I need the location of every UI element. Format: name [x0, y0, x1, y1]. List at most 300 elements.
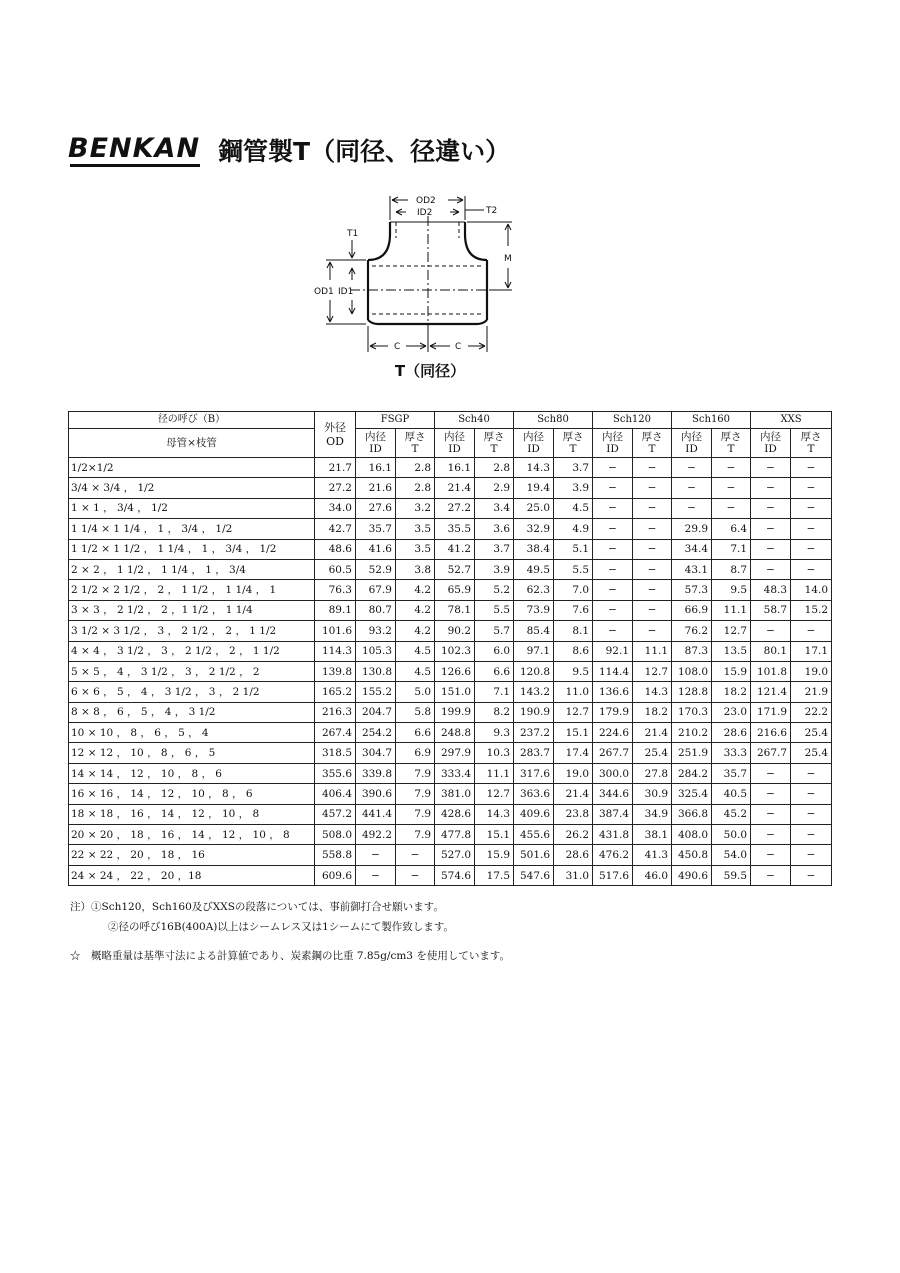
thickness-cell: −: [396, 845, 435, 865]
thickness-cell: 13.5: [712, 641, 751, 661]
thickness-cell: 4.2: [396, 621, 435, 641]
thickness-cell: 19.0: [791, 661, 832, 681]
id-cell: 390.6: [356, 784, 396, 804]
thickness-cell: 17.5: [475, 865, 514, 885]
id-cell: 441.4: [356, 804, 396, 824]
id-cell: 114.4: [593, 661, 633, 681]
thickness-cell: 25.4: [633, 743, 672, 763]
id-cell: −: [751, 763, 791, 783]
id-cell: 151.0: [435, 682, 475, 702]
c-right-label: C: [455, 342, 462, 352]
header-od-text: 外径 OD: [324, 420, 346, 448]
id1-label: ID1: [338, 287, 354, 297]
thickness-cell: 10.3: [475, 743, 514, 763]
id-cell: −: [593, 458, 633, 478]
table-row: [69, 519, 832, 539]
thickness-cell: 11.1: [633, 641, 672, 661]
id-cell: 35.5: [435, 519, 475, 539]
nominal-size-cell: 1 1/2 × 1 1/2 ， 1 1/4 ， 1 ， 3/4 ， 1/2: [69, 539, 315, 559]
thickness-cell: 18.2: [712, 682, 751, 702]
thickness-cell: 3.9: [554, 478, 593, 498]
id-cell: 409.6: [514, 804, 554, 824]
id-cell: 76.2: [672, 621, 712, 641]
id-cell: 16.1: [356, 458, 396, 478]
nominal-size-cell: 8 × 8 ， 6 ， 5 ， 4 ， 3 1/2: [69, 702, 315, 722]
thickness-cell: 15.9: [712, 661, 751, 681]
thickness-cell: 23.0: [712, 702, 751, 722]
id-cell: 477.8: [435, 825, 475, 845]
id-cell: 325.4: [672, 784, 712, 804]
thickness-cell: −: [633, 621, 672, 641]
id-cell: −: [751, 498, 791, 518]
thickness-cell: −: [791, 825, 832, 845]
id-cell: 254.2: [356, 723, 396, 743]
id-cell: 155.2: [356, 682, 396, 702]
thickness-cell: 3.8: [396, 559, 435, 579]
nominal-size-cell: 10 × 10 ， 8 ， 6 ， 5 ， 4: [69, 723, 315, 743]
thickness-cell: 2.8: [396, 478, 435, 498]
col-id: 内径 ID: [672, 429, 712, 458]
id-cell: 547.6: [514, 865, 554, 885]
id-cell: 19.4: [514, 478, 554, 498]
thickness-cell: 19.0: [554, 763, 593, 783]
id-cell: −: [593, 478, 633, 498]
spec-table-body: [69, 458, 832, 886]
thickness-cell: 5.5: [554, 559, 593, 579]
id-cell: 476.2: [593, 845, 633, 865]
thickness-cell: 6.6: [475, 661, 514, 681]
thickness-cell: −: [633, 580, 672, 600]
table-row: [69, 621, 832, 641]
id-cell: −: [751, 621, 791, 641]
thickness-cell: 7.9: [396, 804, 435, 824]
id-cell: 171.9: [751, 702, 791, 722]
id-cell: 49.5: [514, 559, 554, 579]
thickness-cell: 5.7: [475, 621, 514, 641]
thickness-cell: 35.7: [712, 763, 751, 783]
thickness-cell: 40.5: [712, 784, 751, 804]
id-cell: 43.1: [672, 559, 712, 579]
od-cell: 318.5: [315, 743, 356, 763]
thickness-cell: 25.4: [791, 723, 832, 743]
id-cell: 78.1: [435, 600, 475, 620]
title-row: [68, 128, 510, 172]
group-header-0: FSGP: [356, 412, 435, 429]
thickness-cell: 11.1: [712, 600, 751, 620]
thickness-cell: 28.6: [554, 845, 593, 865]
od-cell: 48.6: [315, 539, 356, 559]
thickness-cell: 7.0: [554, 580, 593, 600]
table-row: [69, 763, 832, 783]
nominal-size-cell: 5 × 5 ， 4 ， 3 1/2 ， 3 ， 2 1/2 ， 2: [69, 661, 315, 681]
id-cell: 387.4: [593, 804, 633, 824]
id-cell: 190.9: [514, 702, 554, 722]
thickness-cell: −: [396, 865, 435, 885]
id-cell: 210.2: [672, 723, 712, 743]
od-cell: 89.1: [315, 600, 356, 620]
table-row: [69, 784, 832, 804]
id-cell: 34.4: [672, 539, 712, 559]
id-cell: 428.6: [435, 804, 475, 824]
thickness-cell: −: [633, 458, 672, 478]
id-cell: 38.4: [514, 539, 554, 559]
col-id: 内径 ID: [435, 429, 475, 458]
id-cell: 128.8: [672, 682, 712, 702]
id-cell: 170.3: [672, 702, 712, 722]
thickness-cell: 7.6: [554, 600, 593, 620]
id-cell: 62.3: [514, 580, 554, 600]
thickness-cell: −: [633, 478, 672, 498]
thickness-cell: 5.5: [475, 600, 514, 620]
id-cell: 455.6: [514, 825, 554, 845]
id-cell: 121.4: [751, 682, 791, 702]
id-cell: 492.2: [356, 825, 396, 845]
nominal-size-cell: 24 × 24 ， 22 ， 20 ，18: [69, 865, 315, 885]
id-cell: 284.2: [672, 763, 712, 783]
id-cell: 92.1: [593, 641, 633, 661]
id-cell: −: [593, 539, 633, 559]
table-row: [69, 458, 832, 478]
group-header-1: Sch40: [435, 412, 514, 429]
nominal-size-cell: 20 × 20 ， 18 ， 16 ， 14 ， 12 ， 10 ， 8: [69, 825, 315, 845]
id-cell: 283.7: [514, 743, 554, 763]
id-cell: 366.8: [672, 804, 712, 824]
id-cell: 216.6: [751, 723, 791, 743]
id-cell: 35.7: [356, 519, 396, 539]
thickness-cell: −: [791, 865, 832, 885]
id2-label: ID2: [417, 208, 433, 218]
thickness-cell: 23.8: [554, 804, 593, 824]
id-cell: 179.9: [593, 702, 633, 722]
od-cell: 457.2: [315, 804, 356, 824]
id-cell: 87.3: [672, 641, 712, 661]
thickness-cell: 7.1: [712, 539, 751, 559]
group-header-5: XXS: [751, 412, 832, 429]
od1-label: OD1: [314, 287, 334, 297]
thickness-cell: 4.5: [396, 661, 435, 681]
id-cell: 21.4: [435, 478, 475, 498]
thickness-cell: −: [712, 498, 751, 518]
nominal-size-cell: 16 × 16 ， 14 ， 12 ， 10 ， 8 ， 6: [69, 784, 315, 804]
thickness-cell: 30.9: [633, 784, 672, 804]
thickness-cell: 6.6: [396, 723, 435, 743]
thickness-cell: 3.5: [396, 539, 435, 559]
thickness-cell: 17.1: [791, 641, 832, 661]
table-row: [69, 723, 832, 743]
nominal-size-cell: 6 × 6 ， 5 ， 4 ， 3 1/2 ， 3 ， 2 1/2: [69, 682, 315, 702]
thickness-cell: 6.4: [712, 519, 751, 539]
od-cell: 139.8: [315, 661, 356, 681]
od2-label: OD2: [416, 196, 436, 206]
table-header-row-2: [69, 429, 832, 458]
col-id: 内径 ID: [514, 429, 554, 458]
thickness-cell: 17.4: [554, 743, 593, 763]
thickness-cell: 15.1: [475, 825, 514, 845]
thickness-cell: 11.0: [554, 682, 593, 702]
thickness-cell: 7.1: [475, 682, 514, 702]
thickness-cell: 41.3: [633, 845, 672, 865]
id-cell: 58.7: [751, 600, 791, 620]
thickness-cell: 8.6: [554, 641, 593, 661]
table-row: [69, 865, 832, 885]
id-cell: −: [751, 559, 791, 579]
col-id: 内径 ID: [356, 429, 396, 458]
nominal-size-cell: 18 × 18 ， 16 ， 14 ， 12 ， 10 ， 8: [69, 804, 315, 824]
id-cell: 25.0: [514, 498, 554, 518]
thickness-cell: −: [791, 559, 832, 579]
od-cell: 60.5: [315, 559, 356, 579]
thickness-cell: 33.3: [712, 743, 751, 763]
id-cell: 80.1: [751, 641, 791, 661]
diagram-caption: T（同径）: [394, 362, 466, 380]
thickness-cell: 8.2: [475, 702, 514, 722]
table-row: [69, 845, 832, 865]
col-id: 内径 ID: [593, 429, 633, 458]
header-od: [315, 412, 356, 458]
thickness-cell: −: [633, 600, 672, 620]
id-cell: 65.9: [435, 580, 475, 600]
nominal-size-cell: 1/2×1/2: [69, 458, 315, 478]
od-cell: 558.8: [315, 845, 356, 865]
id-cell: 224.6: [593, 723, 633, 743]
col-t: 厚さ T: [791, 429, 832, 458]
col-t: 厚さ T: [396, 429, 435, 458]
thickness-cell: 9.3: [475, 723, 514, 743]
id-cell: −: [356, 845, 396, 865]
table-row: [69, 743, 832, 763]
thickness-cell: 5.0: [396, 682, 435, 702]
od-cell: 27.2: [315, 478, 356, 498]
tee-diagram: [312, 182, 534, 367]
thickness-cell: −: [791, 784, 832, 804]
thickness-cell: 18.2: [633, 702, 672, 722]
id-cell: −: [593, 559, 633, 579]
id-cell: 27.6: [356, 498, 396, 518]
id-cell: 501.6: [514, 845, 554, 865]
id-cell: 450.8: [672, 845, 712, 865]
od-cell: 406.4: [315, 784, 356, 804]
id-cell: 381.0: [435, 784, 475, 804]
thickness-cell: −: [791, 621, 832, 641]
id-cell: 363.6: [514, 784, 554, 804]
thickness-cell: 2.8: [396, 458, 435, 478]
table-row: [69, 478, 832, 498]
thickness-cell: 3.2: [396, 498, 435, 518]
thickness-cell: −: [633, 519, 672, 539]
col-t: 厚さ T: [633, 429, 672, 458]
id-cell: 251.9: [672, 743, 712, 763]
group-header-4: Sch160: [672, 412, 751, 429]
thickness-cell: 7.9: [396, 784, 435, 804]
id-cell: 48.3: [751, 580, 791, 600]
id-cell: −: [672, 498, 712, 518]
nominal-size-cell: 3 × 3 ， 2 1/2 ， 2 ，1 1/2 ， 1 1/4: [69, 600, 315, 620]
id-cell: −: [672, 478, 712, 498]
id-cell: −: [751, 845, 791, 865]
table-row: [69, 825, 832, 845]
thickness-cell: −: [633, 539, 672, 559]
nominal-size-cell: 22 × 22 ， 20 ， 18 ， 16: [69, 845, 315, 865]
thickness-cell: 50.0: [712, 825, 751, 845]
thickness-cell: 3.7: [475, 539, 514, 559]
nominal-size-cell: 3/4 × 3/4 ， 1/2: [69, 478, 315, 498]
id-cell: 80.7: [356, 600, 396, 620]
thickness-cell: 31.0: [554, 865, 593, 885]
od-cell: 42.7: [315, 519, 356, 539]
thickness-cell: 7.9: [396, 763, 435, 783]
thickness-cell: 21.9: [791, 682, 832, 702]
thickness-cell: 4.9: [554, 519, 593, 539]
t2-label: T2: [486, 206, 498, 216]
id-cell: 300.0: [593, 763, 633, 783]
id-cell: 73.9: [514, 600, 554, 620]
id-cell: 52.9: [356, 559, 396, 579]
id-cell: 66.9: [672, 600, 712, 620]
od-cell: 101.6: [315, 621, 356, 641]
id-cell: 248.8: [435, 723, 475, 743]
id-cell: −: [593, 580, 633, 600]
id-cell: −: [593, 600, 633, 620]
col-t: 厚さ T: [554, 429, 593, 458]
thickness-cell: 9.5: [554, 661, 593, 681]
thickness-cell: 59.5: [712, 865, 751, 885]
thickness-cell: 8.1: [554, 621, 593, 641]
thickness-cell: −: [791, 804, 832, 824]
thickness-cell: 12.7: [554, 702, 593, 722]
thickness-cell: 4.2: [396, 580, 435, 600]
thickness-cell: 9.5: [712, 580, 751, 600]
id-cell: 517.6: [593, 865, 633, 885]
thickness-cell: −: [791, 458, 832, 478]
thickness-cell: 21.4: [554, 784, 593, 804]
thickness-cell: 6.9: [396, 743, 435, 763]
id-cell: 130.8: [356, 661, 396, 681]
id-cell: 57.3: [672, 580, 712, 600]
col-t: 厚さ T: [475, 429, 514, 458]
thickness-cell: 5.1: [554, 539, 593, 559]
thickness-cell: 5.8: [396, 702, 435, 722]
table-row: [69, 539, 832, 559]
thickness-cell: 46.0: [633, 865, 672, 885]
id-cell: −: [751, 804, 791, 824]
thickness-cell: 15.2: [791, 600, 832, 620]
c-left-label: C: [394, 342, 401, 352]
note-2: ②径の呼び16B(400A)以上はシームレス又は1シームにて製作致します。: [108, 921, 454, 933]
id-cell: 27.2: [435, 498, 475, 518]
thickness-cell: 11.1: [475, 763, 514, 783]
id-cell: 52.7: [435, 559, 475, 579]
col-id: 内径 ID: [751, 429, 791, 458]
id-cell: 105.3: [356, 641, 396, 661]
id-cell: 108.0: [672, 661, 712, 681]
group-header-2: Sch80: [514, 412, 593, 429]
id-cell: 204.7: [356, 702, 396, 722]
id-cell: 41.6: [356, 539, 396, 559]
table-row: [69, 498, 832, 518]
thickness-cell: −: [791, 539, 832, 559]
table-row: [69, 641, 832, 661]
table-row: [69, 559, 832, 579]
id-cell: 21.6: [356, 478, 396, 498]
thickness-cell: 21.4: [633, 723, 672, 743]
thickness-cell: 3.5: [396, 519, 435, 539]
nominal-size-cell: 1 × 1 ， 3/4 ， 1/2: [69, 498, 315, 518]
star-note: ☆ 概略重量は基準寸法による計算値であり、炭素鋼の比重 7.85g/cm3 を使用しています。: [70, 950, 510, 962]
id-cell: −: [751, 458, 791, 478]
nominal-size-cell: 12 × 12 ， 10 ， 8 ， 6 ， 5: [69, 743, 315, 763]
thickness-cell: 5.2: [475, 580, 514, 600]
id-cell: −: [751, 519, 791, 539]
thickness-cell: −: [791, 763, 832, 783]
thickness-cell: 3.7: [554, 458, 593, 478]
table-row: [69, 804, 832, 824]
id-cell: 120.8: [514, 661, 554, 681]
thickness-cell: 15.1: [554, 723, 593, 743]
nominal-size-cell: 3 1/2 × 3 1/2 ， 3 ， 2 1/2 ， 2 ， 1 1/2: [69, 621, 315, 641]
id-cell: 408.0: [672, 825, 712, 845]
id-cell: −: [356, 865, 396, 885]
id-cell: −: [751, 825, 791, 845]
nominal-size-cell: 2 × 2 ， 1 1/2 ， 1 1/4 ， 1 ， 3/4: [69, 559, 315, 579]
id-cell: 16.1: [435, 458, 475, 478]
thickness-cell: 3.6: [475, 519, 514, 539]
od-cell: 267.4: [315, 723, 356, 743]
table-row: [69, 682, 832, 702]
thickness-cell: 4.5: [396, 641, 435, 661]
thickness-cell: −: [712, 478, 751, 498]
od-cell: 609.6: [315, 865, 356, 885]
thickness-cell: −: [791, 519, 832, 539]
od-cell: 114.3: [315, 641, 356, 661]
thickness-cell: 25.4: [791, 743, 832, 763]
id-cell: 267.7: [751, 743, 791, 763]
thickness-cell: −: [791, 498, 832, 518]
id-cell: −: [593, 498, 633, 518]
id-cell: −: [751, 784, 791, 804]
od-cell: 34.0: [315, 498, 356, 518]
benkan-logo: BENKAN: [68, 133, 200, 167]
id-cell: 93.2: [356, 621, 396, 641]
id-cell: 304.7: [356, 743, 396, 763]
table-row: [69, 600, 832, 620]
thickness-cell: 14.3: [633, 682, 672, 702]
table-row: [69, 702, 832, 722]
id-cell: 97.1: [514, 641, 554, 661]
thickness-cell: 4.2: [396, 600, 435, 620]
id-cell: 85.4: [514, 621, 554, 641]
thickness-cell: 2.9: [475, 478, 514, 498]
id-cell: 333.4: [435, 763, 475, 783]
thickness-cell: 28.6: [712, 723, 751, 743]
id-cell: 143.2: [514, 682, 554, 702]
thickness-cell: 22.2: [791, 702, 832, 722]
id-cell: −: [751, 865, 791, 885]
notes: [70, 897, 454, 937]
thickness-cell: −: [791, 845, 832, 865]
od-cell: 355.6: [315, 763, 356, 783]
id-cell: 431.8: [593, 825, 633, 845]
od-cell: 21.7: [315, 458, 356, 478]
id-cell: 14.3: [514, 458, 554, 478]
page-title: 鋼管製T（同径、径違い）: [218, 137, 511, 166]
thickness-cell: 54.0: [712, 845, 751, 865]
group-header-3: Sch120: [593, 412, 672, 429]
header-sub: 母管×枝管: [69, 429, 315, 458]
id-cell: 126.6: [435, 661, 475, 681]
id-cell: −: [751, 478, 791, 498]
thickness-cell: 12.7: [633, 661, 672, 681]
thickness-cell: 12.7: [475, 784, 514, 804]
